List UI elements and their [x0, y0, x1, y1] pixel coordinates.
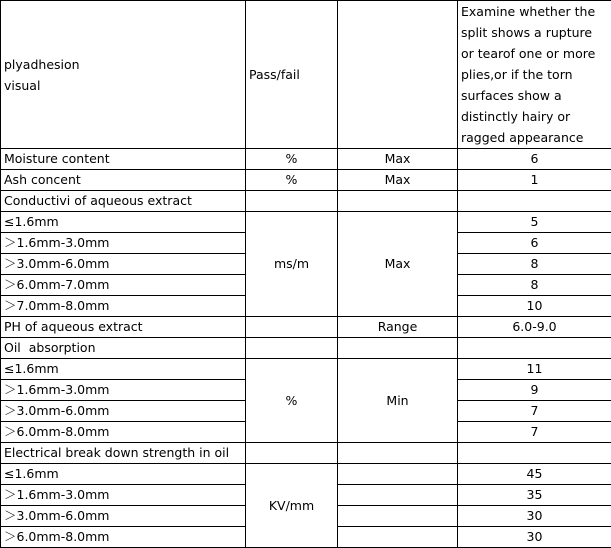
value-cell: 1 [458, 170, 611, 191]
limit-cell: Max [338, 212, 458, 317]
property-cell: Electrical break down strength in oil [1, 443, 246, 464]
limit-cell [338, 506, 458, 527]
property-cell: Ash concent [1, 170, 246, 191]
value-cell: 30 [458, 527, 611, 548]
range-cell: ≤1.6mm [1, 464, 246, 485]
range-cell: ＞1.6mm-3.0mm [1, 380, 246, 401]
value-cell: 7 [458, 401, 611, 422]
unit-cell-plyadhesion: Pass/fail [246, 1, 338, 149]
table-row [1, 212, 611, 233]
range-cell: ≤1.6mm [1, 212, 246, 233]
property-cell: Conductivi of aqueous extract [1, 191, 246, 212]
unit-cell: % [246, 170, 338, 191]
table-row [1, 170, 611, 191]
value-cell: 5 [458, 212, 611, 233]
range-cell: ＞6.0mm-8.0mm [1, 527, 246, 548]
value-cell: 45 [458, 464, 611, 485]
range-cell: ＞3.0mm-6.0mm [1, 506, 246, 527]
limit-cell [338, 485, 458, 506]
range-cell: ＞7.0mm-8.0mm [1, 296, 246, 317]
table-row [1, 359, 611, 380]
limit-cell-plyadhesion [338, 1, 458, 149]
value-cell: 9 [458, 380, 611, 401]
unit-cell [246, 317, 338, 338]
range-cell: ≤1.6mm [1, 359, 246, 380]
unit-cell: KV/mm [246, 464, 338, 548]
table-row [1, 191, 611, 212]
value-cell: 8 [458, 254, 611, 275]
limit-cell: Max [338, 149, 458, 170]
range-cell: ＞3.0mm-6.0mm [1, 401, 246, 422]
property-cell-plyadhesion [1, 1, 246, 149]
table-row [1, 464, 611, 485]
unit-cell: ms/m [246, 212, 338, 317]
value-cell: 6 [458, 233, 611, 254]
requirement-cell-plyadhesion: Examine whether the split shows a rupture or tearof one or more plies,or if the torn surfaces show a distinctly hairy or ragged appearance [458, 1, 611, 149]
limit-cell [338, 338, 458, 359]
value-cell [458, 191, 611, 212]
value-cell: 8 [458, 275, 611, 296]
range-cell: ＞3.0mm-6.0mm [1, 254, 246, 275]
limit-cell: Min [338, 359, 458, 443]
value-cell: 30 [458, 506, 611, 527]
value-cell: 7 [458, 422, 611, 443]
range-cell: ＞6.0mm-7.0mm [1, 275, 246, 296]
value-cell: 11 [458, 359, 611, 380]
value-cell [458, 338, 611, 359]
unit-cell: % [246, 149, 338, 170]
range-cell: ＞1.6mm-3.0mm [1, 233, 246, 254]
unit-cell [246, 191, 338, 212]
unit-cell [246, 443, 338, 464]
value-cell: 10 [458, 296, 611, 317]
property-cell: PH of aqueous extract [1, 317, 246, 338]
table-row [1, 338, 611, 359]
table-row-plyadhesion [1, 1, 611, 149]
value-cell: 35 [458, 485, 611, 506]
table-row [1, 149, 611, 170]
table-row [1, 443, 611, 464]
value-cell [458, 443, 611, 464]
limit-cell: Max [338, 170, 458, 191]
limit-cell: Range [338, 317, 458, 338]
unit-cell [246, 338, 338, 359]
unit-cell: % [246, 359, 338, 443]
property-cell: Oil absorption [1, 338, 246, 359]
property-label-line2: visual [4, 75, 242, 96]
range-cell: ＞1.6mm-3.0mm [1, 485, 246, 506]
property-cell: Moisture content [1, 149, 246, 170]
table-row [1, 317, 611, 338]
limit-cell [338, 443, 458, 464]
value-cell: 6.0-9.0 [458, 317, 611, 338]
limit-cell [338, 191, 458, 212]
range-cell: ＞6.0mm-8.0mm [1, 422, 246, 443]
property-label-line1: plyadhesion [4, 54, 242, 75]
limit-cell [338, 527, 458, 548]
value-cell: 6 [458, 149, 611, 170]
limit-cell [338, 464, 458, 485]
